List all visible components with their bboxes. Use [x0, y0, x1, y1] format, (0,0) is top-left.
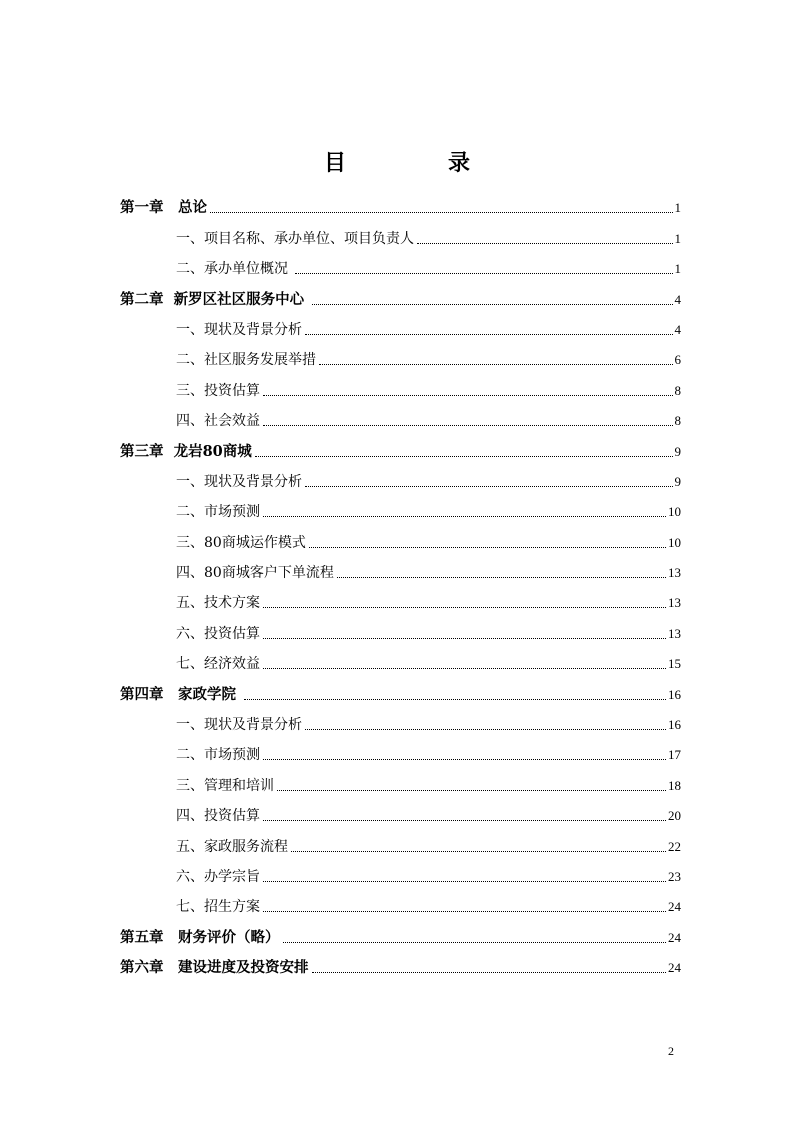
- dot-leader: [305, 334, 673, 335]
- toc-entry-page: 16: [668, 686, 681, 702]
- dot-leader: [283, 942, 667, 943]
- toc-entry-page: 22: [668, 838, 681, 854]
- toc-entry-section[interactable]: [120, 490, 681, 520]
- toc-entry-section[interactable]: [120, 642, 681, 672]
- toc-entry-chapter-5[interactable]: [120, 915, 681, 945]
- toc-entry-section[interactable]: [120, 399, 681, 429]
- toc-entry-label: 五、家政服务流程: [176, 838, 288, 855]
- dot-leader: [263, 759, 666, 760]
- dot-leader: [319, 364, 673, 365]
- toc-entry-page: 17: [668, 747, 681, 763]
- page-number: 2: [668, 1044, 674, 1058]
- dot-leader: [263, 668, 666, 669]
- toc-entry-page: 1: [674, 230, 681, 246]
- toc-entry-page: 13: [668, 625, 681, 641]
- dot-leader: [263, 881, 666, 882]
- toc-entry-section[interactable]: [120, 794, 681, 824]
- toc-entry-chapter-2[interactable]: [120, 277, 681, 307]
- dot-leader: [305, 729, 666, 730]
- toc-entry-page: 24: [668, 929, 681, 945]
- dot-leader: [210, 212, 673, 213]
- toc-entry-label: 二、市场预测: [176, 504, 260, 521]
- toc-entry-label: 第一章 总论: [120, 199, 207, 217]
- dot-leader: [277, 790, 666, 791]
- toc-entry-section[interactable]: [120, 368, 681, 398]
- dot-leader: [263, 395, 673, 396]
- toc-entry-page: 10: [668, 504, 681, 520]
- toc-entry-page: 23: [668, 868, 681, 884]
- dot-leader: [417, 243, 673, 244]
- toc-entry-section[interactable]: [120, 763, 681, 793]
- toc-entry-label: 三、管理和培训: [176, 777, 274, 794]
- toc-entry-section[interactable]: [120, 611, 681, 641]
- toc-entry-section[interactable]: [120, 733, 681, 763]
- toc-entry-page: 10: [668, 534, 681, 550]
- dot-leader: [312, 304, 672, 305]
- toc-entry-page: 15: [668, 656, 681, 672]
- toc-entry-label: 一、现状及背景分析: [176, 473, 302, 490]
- dot-leader: [263, 820, 666, 821]
- toc-entry-section[interactable]: [120, 824, 681, 854]
- toc-entry-page: 8: [674, 382, 681, 398]
- toc-entry-page: 1: [674, 261, 681, 277]
- dot-leader: [312, 972, 667, 973]
- toc-entry-label: 一、现状及背景分析: [176, 717, 302, 734]
- toc-entry-chapter-3[interactable]: [120, 429, 681, 459]
- toc-entry-label: 一、项目名称、承办单位、项目负责人: [176, 230, 414, 247]
- toc-entry-page: 13: [668, 565, 681, 581]
- toc-entry-page: 18: [668, 777, 681, 793]
- toc-entry-label: 四、80商城客户下单流程: [176, 565, 334, 582]
- dot-leader: [337, 577, 666, 578]
- toc-entry-section[interactable]: [120, 338, 681, 368]
- dot-leader: [295, 273, 672, 274]
- dot-leader: [305, 486, 673, 487]
- toc-entry-section[interactable]: [120, 581, 681, 611]
- toc-entry-page: 8: [674, 413, 681, 429]
- dot-leader: [263, 638, 666, 639]
- dot-leader: [244, 699, 666, 700]
- toc-entry-page: 24: [668, 899, 681, 915]
- toc-entry-label: 第四章 家政学院: [120, 685, 242, 703]
- toc-entry-label: 五、技术方案: [176, 595, 260, 612]
- toc-entry-page: 20: [668, 808, 681, 824]
- toc-entry-label: 七、招生方案: [176, 899, 260, 916]
- toc-entry-page: 6: [674, 352, 681, 368]
- toc-entry-page: 13: [668, 595, 681, 611]
- toc-entry-label: 三、投资估算: [176, 382, 260, 399]
- toc-entry-page: 4: [674, 321, 681, 337]
- dot-leader: [263, 425, 673, 426]
- table-of-contents: [120, 186, 681, 976]
- toc-entry-label: 六、办学宗旨: [176, 868, 260, 885]
- toc-entry-chapter-4[interactable]: [120, 672, 681, 702]
- toc-entry-page: 9: [674, 443, 681, 459]
- toc-entry-label: 四、社会效益: [176, 413, 260, 430]
- toc-entry-label: 一、现状及背景分析: [176, 321, 302, 338]
- toc-entry-section[interactable]: [120, 308, 681, 338]
- toc-entry-label: 二、市场预测: [176, 747, 260, 764]
- toc-entry-section[interactable]: [120, 551, 681, 581]
- toc-entry-page: 24: [668, 960, 681, 976]
- toc-entry-label: 第六章 建设进度及投资安排: [120, 959, 309, 977]
- dot-leader: [255, 456, 673, 457]
- toc-entry-label: 第三章 龙岩80商城: [120, 442, 252, 460]
- toc-entry-page: 16: [668, 717, 681, 733]
- dot-leader: [263, 911, 666, 912]
- toc-entry-section[interactable]: [120, 247, 681, 277]
- toc-entry-label: 二、承办单位概况: [176, 261, 293, 278]
- toc-entry-page: 9: [674, 473, 681, 489]
- dot-leader: [291, 851, 666, 852]
- toc-entry-page: 1: [674, 200, 681, 216]
- toc-entry-label: 第五章 财务评价（略）: [120, 928, 280, 946]
- toc-entry-page: 4: [674, 291, 681, 307]
- dot-leader: [263, 516, 666, 517]
- toc-entry-label: 第二章 新罗区社区服务中心: [120, 290, 310, 308]
- toc-entry-section[interactable]: [120, 520, 681, 550]
- toc-entry-section[interactable]: [120, 216, 681, 246]
- toc-entry-chapter-6[interactable]: [120, 946, 681, 976]
- dot-leader: [309, 547, 666, 548]
- toc-entry-label: 三、80商城运作模式: [176, 534, 306, 551]
- toc-entry-section[interactable]: [120, 703, 681, 733]
- dot-leader: [263, 607, 666, 608]
- toc-entry-label: 二、社区服务发展举措: [176, 352, 316, 369]
- toc-entry-section[interactable]: [120, 855, 681, 885]
- toc-entry-section[interactable]: [120, 460, 681, 490]
- toc-entry-chapter-1[interactable]: [120, 186, 681, 216]
- toc-entry-label: 六、投资估算: [176, 625, 260, 642]
- toc-entry-section[interactable]: [120, 885, 681, 915]
- toc-entry-label: 七、经济效益: [176, 656, 260, 673]
- page-title: 目 录: [323, 150, 510, 176]
- toc-entry-label: 四、投资估算: [176, 808, 260, 825]
